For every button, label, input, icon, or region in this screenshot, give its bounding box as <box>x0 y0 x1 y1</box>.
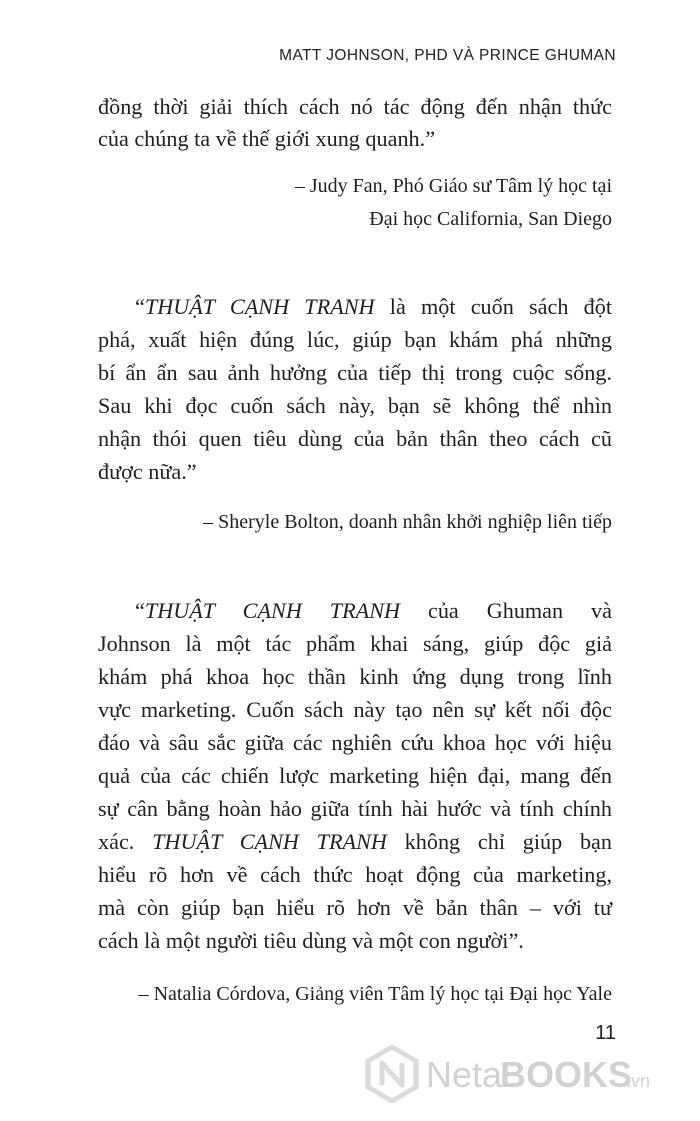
quote2-first-line-rest: là một cuốn sách đột <box>374 294 612 319</box>
quote3-line: Johnson là một tác phẩm khai sáng, giúp độc giả <box>98 631 612 656</box>
watermark-neta: Neta <box>426 1054 503 1095</box>
quote1-attribution-line: Đại học California, San Diego <box>369 208 612 230</box>
open-quote: “ <box>135 294 145 319</box>
book-title: THUẬT CẠNH TRANH <box>144 294 375 319</box>
quote1-line: đồng thời giải thích cách nó tác động đến nhận thức <box>98 94 612 119</box>
running-head: MATT JOHNSON, PHD VÀ PRINCE GHUMAN <box>279 47 616 64</box>
quote3-line: sự cân bằng hoàn hảo giữa tính hài hước và tính chính <box>98 796 612 821</box>
quote3-line-rest: không chỉ giúp bạn <box>386 829 612 854</box>
quote1-line: của chúng ta về thế giới xung quanh.” <box>98 126 436 151</box>
quote3-first-line <box>135 596 612 626</box>
open-quote: “ <box>135 598 145 623</box>
quote3-attribution: – Natalia Córdova, Giảng viên Tâm lý học tại Đại học Yale <box>138 983 612 1005</box>
quote2-attribution: – Sheryle Bolton, doanh nhân khởi nghiệp liên tiếp <box>203 511 612 533</box>
netabooks-logo-icon <box>368 1047 416 1101</box>
quote2-first-line <box>135 292 612 322</box>
quote3-line: khám phá khoa học thần kinh ứng dụng trong lĩnh <box>98 664 612 689</box>
watermark-vn: .vn <box>626 1071 651 1091</box>
quote1-attribution-line: – Judy Fan, Phó Giáo sư Tâm lý học tại <box>294 175 612 197</box>
quote2-line: được nữa.” <box>98 459 197 484</box>
quote3-first-line-rest: của Ghuman và <box>400 598 612 623</box>
quote3-line-with-title <box>98 827 612 857</box>
quote2-line: phá, xuất hiện đúng lúc, giúp bạn khám phá những <box>98 327 612 352</box>
quote3-line: quả của các chiến lược marketing hiện đại, mang đến <box>98 763 612 788</box>
netabooks-watermark <box>364 1043 664 1103</box>
quote3-line: cách là một người tiêu dùng và một con người”. <box>98 928 524 953</box>
quote3-line: đáo và sâu sắc giữa các nghiên cứu khoa học với hiệu <box>98 730 612 755</box>
page-number: 11 <box>595 1022 616 1044</box>
book-title: THUẬT CẠNH TRANH <box>152 829 387 854</box>
quote2-line: nhận thói quen tiêu dùng của bản thân theo cách cũ <box>98 426 612 451</box>
book-title: THUẬT CẠNH TRANH <box>144 598 401 623</box>
watermark-books: BOOKS <box>500 1054 633 1095</box>
quote3-line: mà còn giúp bạn hiểu rõ hơn về bản thân – với tư <box>98 895 612 920</box>
quote3-line: vực marketing. Cuốn sách này tạo nên sự kết nối độc <box>98 697 612 722</box>
quote2-line: bí ẩn ẩn sau ảnh hưởng của tiếp thị trong cuộc sống. <box>98 360 612 385</box>
quote3-line: hiểu rõ hơn về cách thức hoạt động của marketing, <box>98 862 612 887</box>
quote3-line-start: xác. <box>98 829 153 854</box>
quote2-line: Sau khi đọc cuốn sách này, bạn sẽ không thể nhìn <box>98 393 612 418</box>
